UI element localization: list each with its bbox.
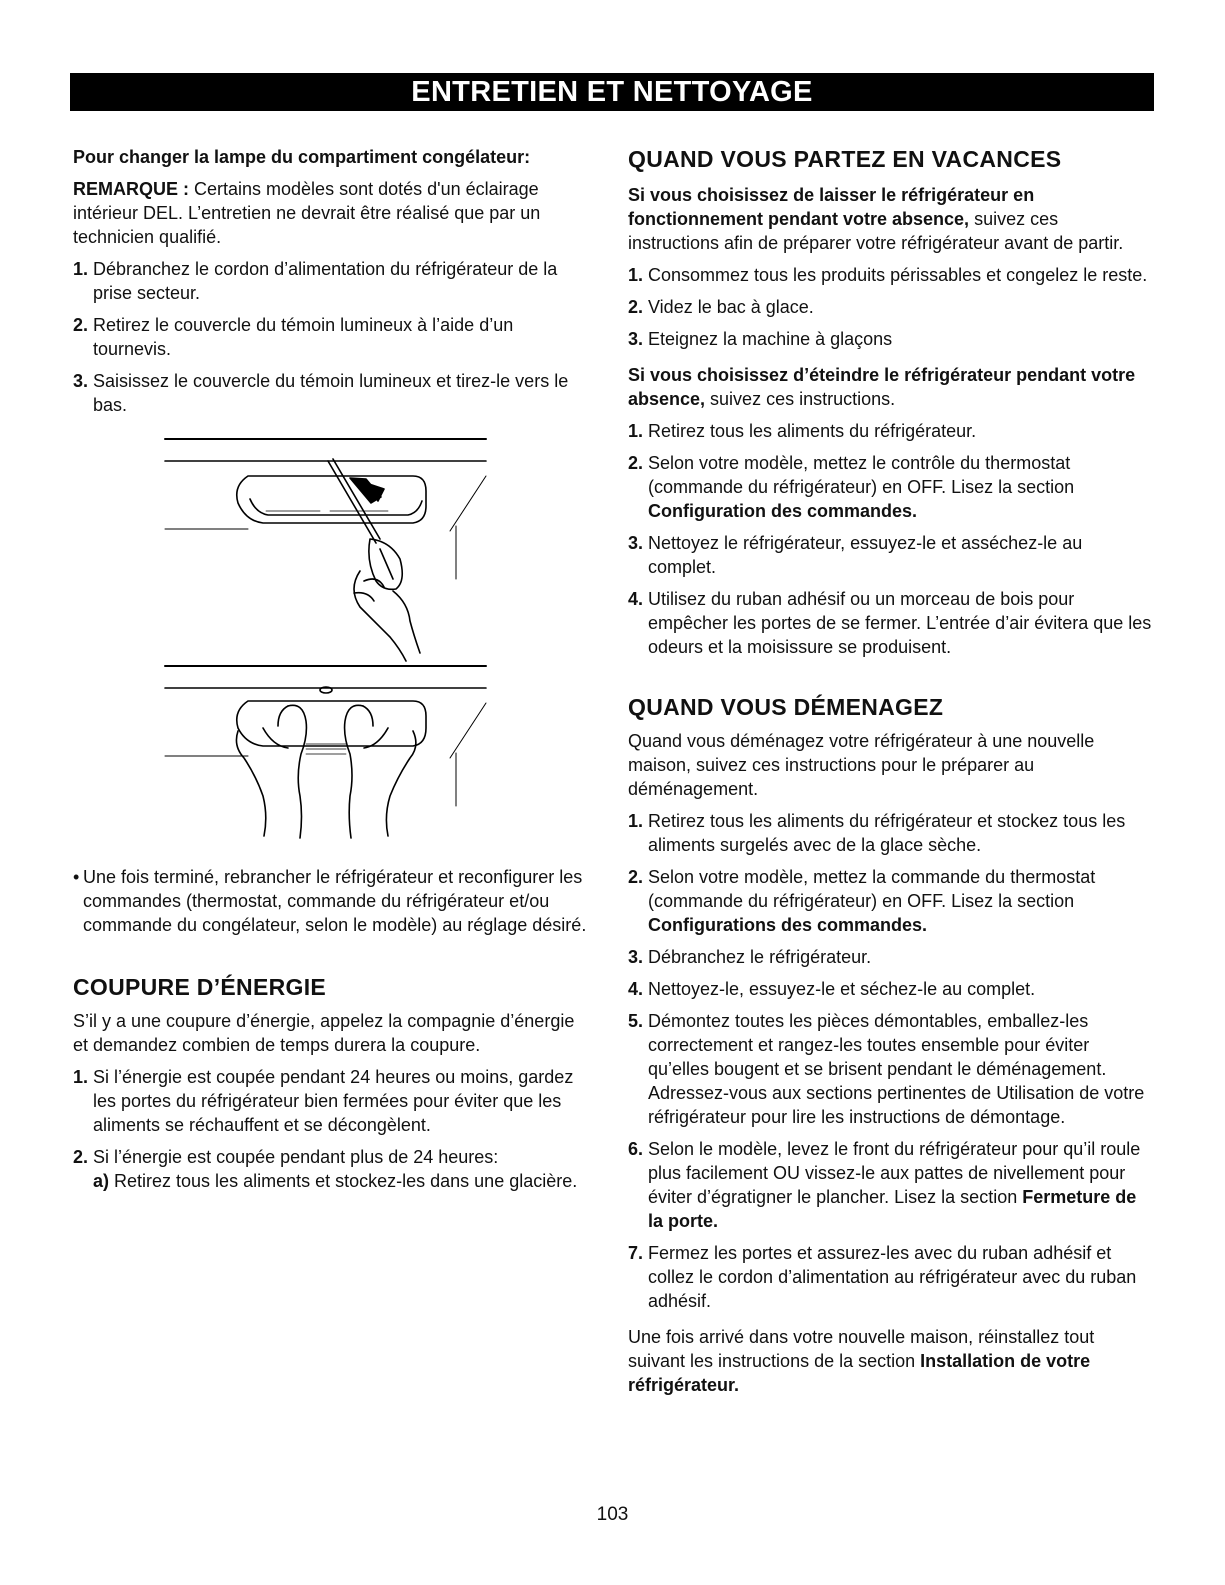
step-text: Selon le modèle, levez le front du réfrigérateur pour qu’il roule plus facilement OU vissez-le aux pattes de nivellement pour éviter d’égratigner le plancher. Lisez la section xyxy=(648,1139,1141,1207)
right-column xyxy=(628,145,1153,1405)
step-number: 4. xyxy=(628,979,644,999)
step-text: Fermez les portes et assurez-les avec du ruban adhésif et collez le cordon d’alimentation au réfrigérateur avec du ruban adhésif. xyxy=(648,1243,1137,1311)
step-text: Débranchez le réfrigérateur. xyxy=(648,947,872,967)
list-item xyxy=(73,313,593,361)
list-item xyxy=(628,295,1153,319)
note-label: REMARQUE : xyxy=(73,179,189,199)
step-number: 1. xyxy=(628,811,644,831)
reconnect-text: Une fois terminé, rebrancher le réfrigérateur et reconfigurer les commandes (thermostat, commande du réfrigérateur et/ou commande du congélateur, selon le modèle) au réglage désiré. xyxy=(83,867,587,935)
step-number: 4. xyxy=(628,589,644,609)
list-item xyxy=(628,263,1153,287)
step-text: Consommez tous les produits périssables et congelez le reste. xyxy=(648,265,1148,285)
step-number: 1. xyxy=(73,1067,89,1087)
closing-text: Une fois arrivé dans votre nouvelle maison, réinstallez tout suivant les instructions de la section xyxy=(628,1327,1095,1371)
step-number: 5. xyxy=(628,1011,644,1031)
list-item xyxy=(73,1065,593,1137)
step-emphasis: Configurations des commandes. xyxy=(648,915,928,935)
list-item xyxy=(628,977,1153,1001)
vacation-case1-steps xyxy=(628,263,1153,351)
vacation-case2 xyxy=(628,363,1153,411)
power-heading: COUPURE D’ÉNERGIE xyxy=(73,974,327,1000)
power-intro: S’il y a une coupure d’énergie, appelez la compagnie d’énergie et demandez combien de temps durera la coupure. xyxy=(73,1011,575,1055)
step-number: 1. xyxy=(628,421,644,441)
step-number: 7. xyxy=(628,1243,644,1263)
moving-heading: QUAND VOUS DÉMENAGEZ xyxy=(628,694,944,720)
step-number: 3. xyxy=(628,533,644,553)
step-text: Retirez le couvercle du témoin lumineux à l’aide d’un tournevis. xyxy=(93,315,514,359)
step-text: Selon votre modèle, mettez la commande du thermostat (commande du réfrigérateur) en OFF. Lisez la section xyxy=(648,867,1096,911)
vacation-case2-steps xyxy=(628,419,1153,659)
step-number: 2. xyxy=(73,1147,89,1167)
step-text: Débranchez le cordon d’alimentation du réfrigérateur de la prise secteur. xyxy=(93,259,558,303)
step-number: 3. xyxy=(73,371,89,391)
note-text: Certains modèles sont dotés d'un éclairage intérieur DEL. L’entretien ne devrait être réalisé que par un technicien qualifié. xyxy=(73,179,541,247)
step-text: Démontez toutes les pièces démontables, emballez-les correctement et rangez-les toutes ensemble pour éviter qu’elles bougent et se brisent pendant le déménagement. Adressez-vous aux sections pertinentes de Utilisation de votre réfrigérateur pour lire les instructions de démontage. xyxy=(648,1011,1145,1127)
step-number: 6. xyxy=(628,1139,644,1159)
lamp-steps xyxy=(73,257,593,417)
step-text: Si l’énergie est coupée pendant 24 heures ou moins, gardez les portes du réfrigérateur bien fermées pour éviter que les aliments se réchauffent et se décongèlent. xyxy=(93,1067,574,1135)
step-text: Nettoyez le réfrigérateur, essuyez-le et asséchez-le au complet. xyxy=(648,533,1083,577)
step-number: 1. xyxy=(628,265,644,285)
list-item xyxy=(628,587,1153,659)
lamp-heading: Pour changer la lampe du compartiment congélateur: xyxy=(73,147,531,167)
step-text: Eteignez la machine à glaçons xyxy=(648,329,893,349)
case1-bold: Si vous choisissez de laisser le réfrigérateur en fonctionnement pendant votre absence, xyxy=(628,185,1035,229)
reconnect-note xyxy=(73,865,593,937)
step-text: Saisissez le couvercle du témoin lumineux et tirez-le vers le bas. xyxy=(93,371,569,415)
step-number: 2. xyxy=(628,297,644,317)
step-number: 3. xyxy=(628,947,644,967)
step-text: Retirez tous les aliments du réfrigérateur. xyxy=(648,421,977,441)
step-emphasis: Configuration des commandes. xyxy=(648,501,918,521)
step-text: Utilisez du ruban adhésif ou un morceau de bois pour empêcher les portes de se fermer. L’entrée d’air évitera que les odeurs et la moisissure se produisent. xyxy=(648,589,1152,657)
section-banner: ENTRETIEN ET NETTOYAGE xyxy=(70,73,1154,111)
step-number: 2. xyxy=(73,315,89,335)
lamp-note xyxy=(73,177,593,249)
sub-step-text: Retirez tous les aliments et stockez-les dans une glacière. xyxy=(109,1171,578,1191)
lamp-cover-illustration xyxy=(138,431,568,851)
bullet-mark: • xyxy=(73,867,80,887)
step-number: 2. xyxy=(628,453,644,473)
list-item xyxy=(628,1137,1153,1233)
case2-text: suivez ces instructions. xyxy=(705,389,896,409)
list-item xyxy=(628,1009,1153,1129)
step-text: Selon votre modèle, mettez le contrôle du thermostat (commande du réfrigérateur) en OFF. Lisez la section xyxy=(648,453,1075,497)
closing-emphasis: Installation de votre réfrigérateur. xyxy=(628,1351,1091,1395)
vacation-case1 xyxy=(628,183,1153,255)
list-item xyxy=(73,1145,593,1193)
vacation-heading: QUAND VOUS PARTEZ EN VACANCES xyxy=(628,146,1062,172)
hands-diagram xyxy=(165,666,486,838)
list-item xyxy=(628,865,1153,937)
list-item xyxy=(628,419,1153,443)
list-item xyxy=(73,369,593,417)
list-item xyxy=(628,531,1153,579)
moving-steps xyxy=(628,809,1153,1313)
sub-step-label: a) xyxy=(93,1171,110,1191)
step-text: Si l’énergie est coupée pendant plus de 24 heures: xyxy=(93,1147,499,1167)
power-steps xyxy=(73,1065,593,1193)
case1-text: suivez ces instructions afin de préparer votre réfrigérateur avant de partir. xyxy=(628,209,1124,253)
step-number: 3. xyxy=(628,329,644,349)
page-number: 103 xyxy=(596,1504,629,1525)
list-item xyxy=(628,327,1153,351)
case2-bold: Si vous choisissez d’éteindre le réfrigérateur pendant votre absence, xyxy=(628,365,1136,409)
step-emphasis: Fermeture de la porte. xyxy=(648,1187,1137,1231)
left-column xyxy=(73,145,593,1201)
list-item xyxy=(628,1241,1153,1313)
list-item xyxy=(73,257,593,305)
list-item xyxy=(628,451,1153,523)
list-item xyxy=(628,809,1153,857)
step-text: Nettoyez-le, essuyez-le et séchez-le au complet. xyxy=(648,979,1036,999)
moving-closing xyxy=(628,1325,1153,1397)
step-text: Retirez tous les aliments du réfrigérateur et stockez tous les aliments surgelés avec de la glace sèche. xyxy=(648,811,1126,855)
screwdriver-diagram xyxy=(165,439,486,661)
step-number: 2. xyxy=(628,867,644,887)
moving-intro: Quand vous déménagez votre réfrigérateur à une nouvelle maison, suivez ces instructions pour le préparer au déménagement. xyxy=(628,731,1095,799)
list-item xyxy=(628,945,1153,969)
step-text: Videz le bac à glace. xyxy=(648,297,814,317)
step-number: 1. xyxy=(73,259,89,279)
